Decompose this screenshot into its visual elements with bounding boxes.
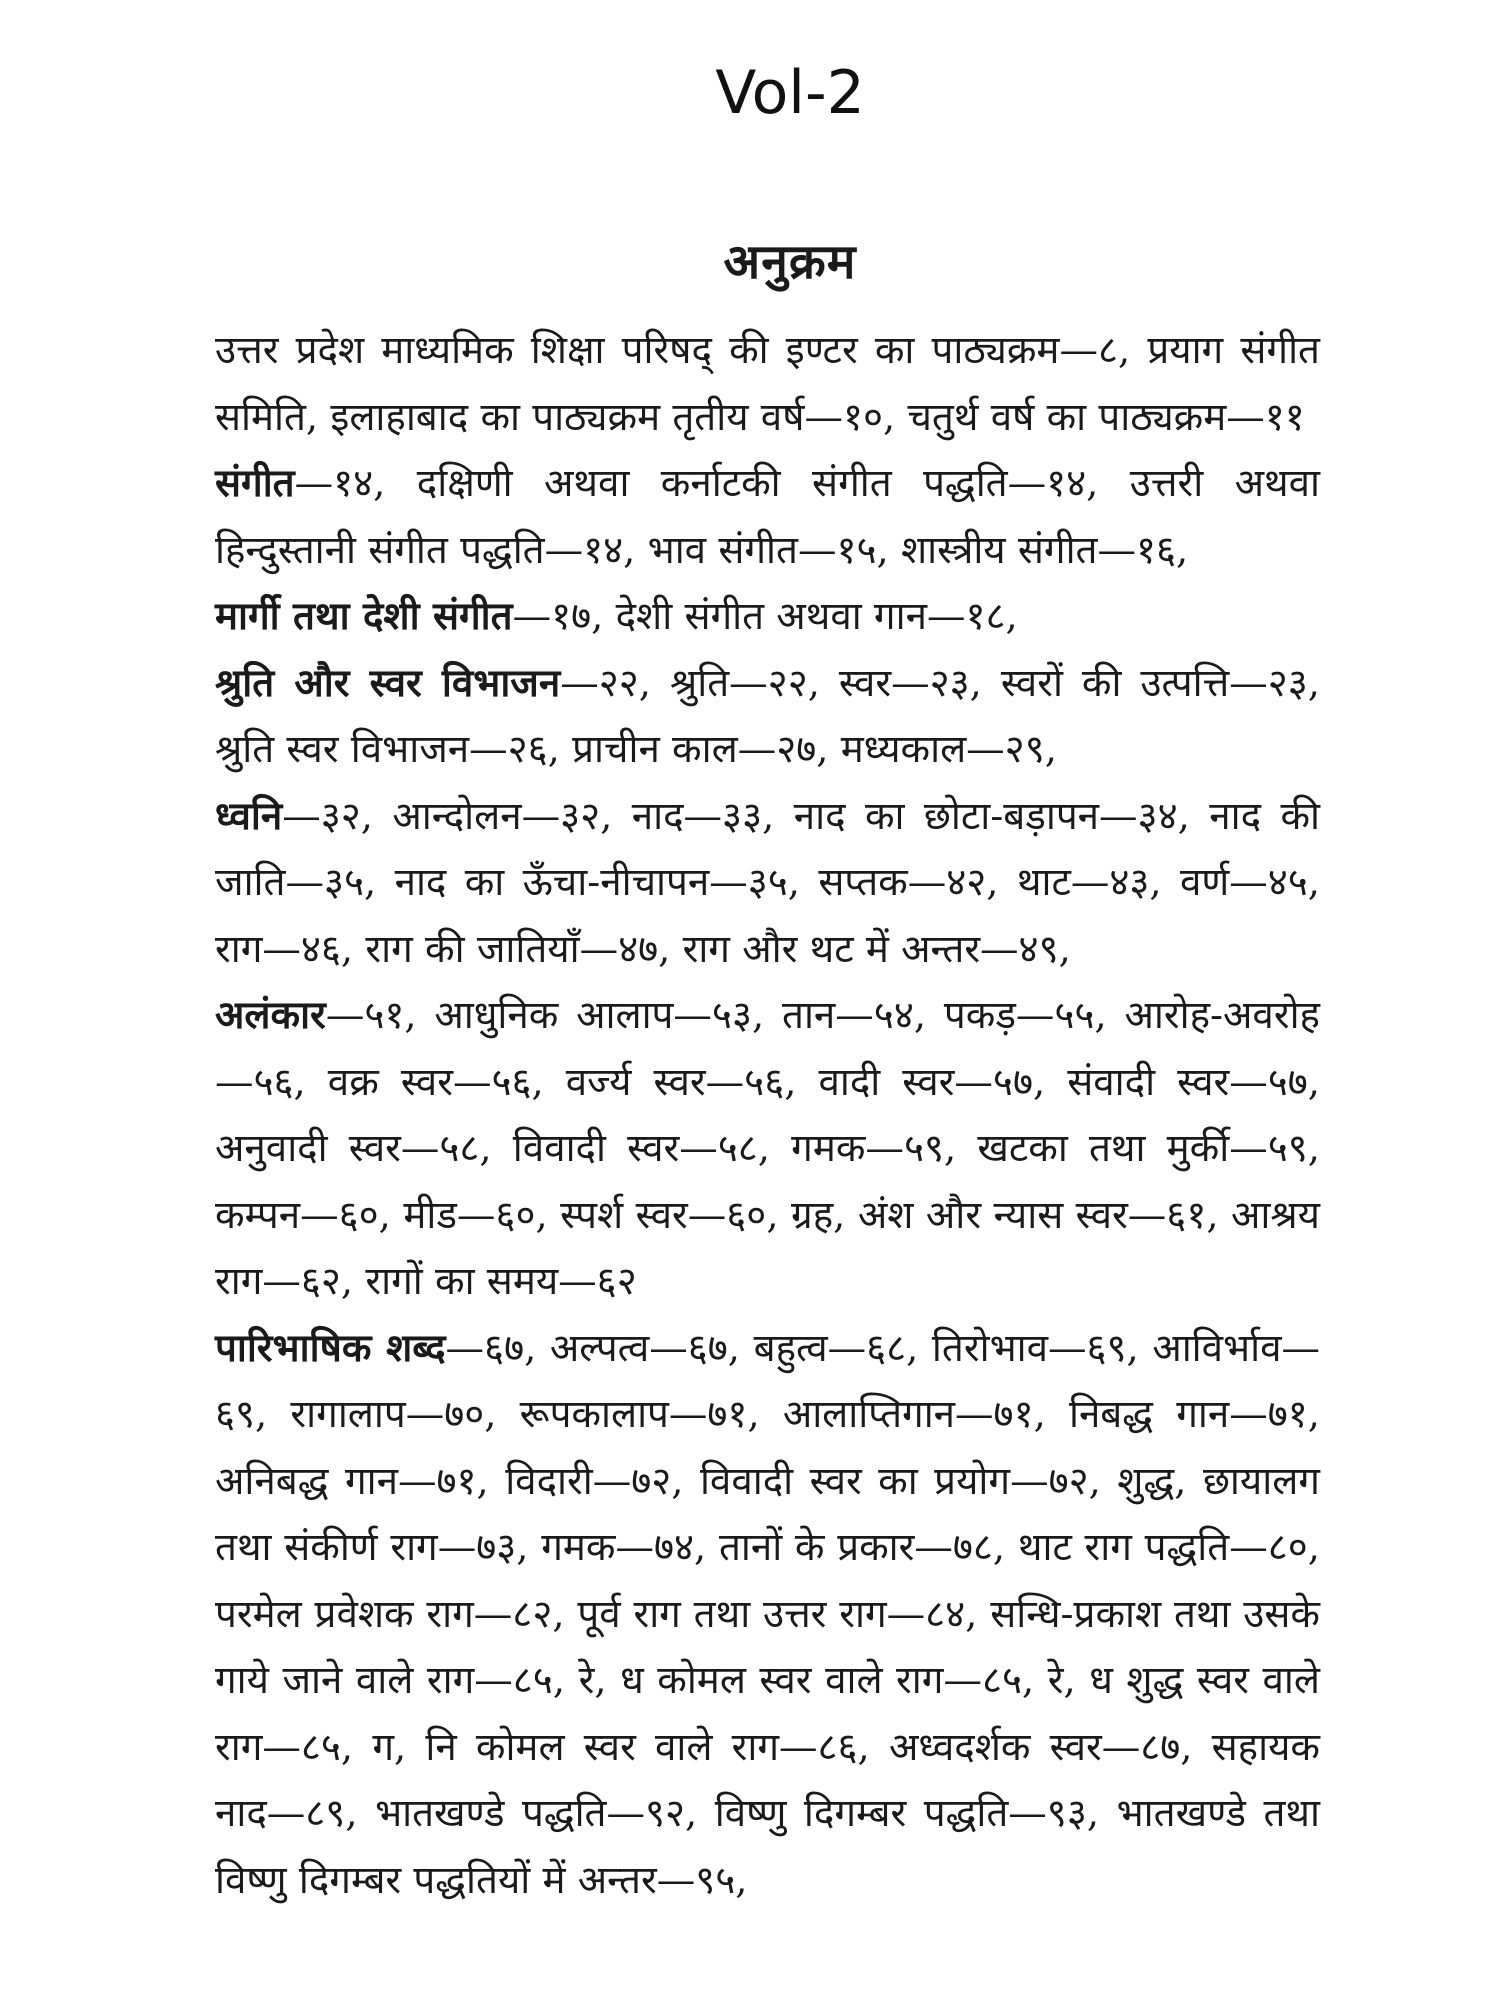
toc-entry-lead: अलंकार [215,993,326,1038]
toc-entry-lead: मार्गी तथा देशी संगीत [215,594,513,639]
toc-entry-text: —३२, आन्दोलन—३२, नाद—३३, नाद का छोटा-बड़ापन—३४, नाद की जाति—३५, नाद का ऊँचा-नीचापन—३५, सप्तक—४२, थाट—४३, वर्ण—४५, राग—४६, राग की जातियाँ—४७, राग और थट में अन्तर—४९, [215,793,1320,972]
toc-entry-paribhashik [215,1316,1320,1915]
toc-entry-text: उत्तर प्रदेश माध्यमिक शिक्षा परिषद् की इण्टर का पाठ्यक्रम—८, प्रयाग संगीत समिति, इलाहाबाद का पाठ्यक्रम तृतीय वर्ष—१०, चतुर्थ वर्ष का पाठ्यक्रम—११ [215,328,1320,440]
toc-entry-dhvani [215,784,1320,984]
toc-entry-lead: पारिभाषिक शब्द [215,1325,446,1371]
toc-entry-text: —६७, अल्पत्व—६७, बहुत्व—६८, तिरोभाव—६९, आविर्भाव—६९, रागालाप—७०, रूपकालाप—७१, आलाप्तिगान—७१, निबद्ध गान—७१, अनिबद्ध गान—७१, विदारी—७२, विवादी स्वर का प्रयोग—७२, शुद्ध, छायालग तथा संकीर्ण राग—७३, गमक—७४, तानों के प्रकार—७८, थाट राग पद्धति—८०, परमेल प्रवेशक राग—८२, पूर्व राग तथा उत्तर राग—८४, सन्धि-प्रकाश तथा उसके गाये जाने वाले राग—८५, रे, ध कोमल स्वर वाले राग—८५, रे, ध शुद्ध स्वर वाले राग—८५, ग, नि कोमल स्वर वाले राग—८६, अध्वदर्शक स्वर—८७, सहायक नाद—८९, भातखण्डे पद्धति—९२, विष्णु दिगम्बर पद्धति—९३, भातखण्डे तथा विष्णु दिगम्बर पद्धतियों में अन्तर—९५, [215,1325,1320,1903]
toc-entry-lead: ध्वनि [215,793,283,839]
toc-entry-lead: संगीत [215,461,295,506]
toc-entry-syllabus [215,318,1320,451]
toc-body [215,318,1320,1914]
toc-entry-lead: श्रुति और स्वर विभाजन [215,660,561,706]
toc-entry-alankar [215,983,1320,1316]
toc-entry-shruti [215,651,1320,784]
toc-entry-text: —२२, श्रुति—२२, स्वर—२३, स्वरों की उत्पत्ति—२३, श्रुति स्वर विभाजन—२६, प्राचीन काल—२७, मध्यकाल—२९, [215,660,1320,772]
toc-title: अनुक्रम [723,234,857,290]
toc-entry-text: —५१, आधुनिक आलाप—५३, तान—५४, पकड़—५५, आरोह-अवरोह—५६, वक्र स्वर—५६, वर्ज्य स्वर—५६, वादी स्वर—५७, संवादी स्वर—५७, अनुवादी स्वर—५८, विवादी स्वर—५८, गमक—५९, खटका तथा मुर्की—५९, कम्पन—६०, मीड—६०, स्पर्श स्वर—६०, ग्रह, अंश और न्यास स्वर—६१, आश्रय राग—६२, रागों का समय—६२ [215,993,1320,1304]
toc-entry-text: —१४, दक्षिणी अथवा कर्नाटकी संगीत पद्धति—१४, उत्तरी अथवा हिन्दुस्तानी संगीत पद्धति—१४, भाव संगीत—१५, शास्त्रीय संगीत—१६, [215,461,1320,573]
toc-entry-sangeet [215,451,1320,584]
volume-label: Vol-2 [715,58,865,128]
toc-entry-margi-deshi [215,584,1320,651]
toc-entry-text: —१७, देशी संगीत अथवा गान—१८, [512,594,1018,639]
